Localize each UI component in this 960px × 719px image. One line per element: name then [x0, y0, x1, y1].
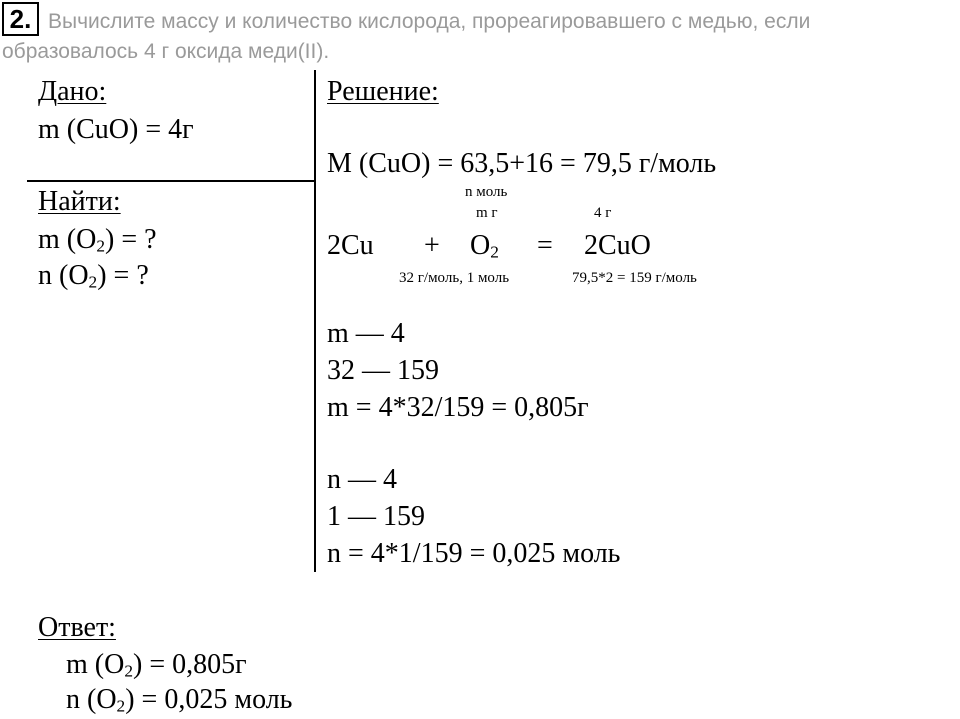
horizontal-divider — [27, 180, 315, 182]
solution-label: Решение: — [327, 76, 439, 107]
equation-o2: $O_2$ — [470, 230, 499, 262]
answer-label: Ответ: — [38, 612, 116, 643]
task-text-line-2: образовалось 4 г оксида меди(II). — [2, 40, 330, 63]
find-mass-o2: m $(O_2)$ = ? — [38, 224, 157, 256]
o2-annotation-n: n моль — [465, 184, 508, 200]
equation-plus: + — [424, 230, 440, 261]
given-label: Дано: — [38, 76, 107, 107]
find-label: Найти: — [38, 186, 121, 217]
equation-equals: = — [537, 230, 553, 261]
cuo-annotation-mass: 4 г — [594, 205, 612, 221]
amount-result: n = 4*1/159 = 0,025 моль — [327, 538, 621, 569]
answer-amount-o2: n $(O_2) = 0,025$ моль — [66, 684, 293, 716]
mass-result: m = 4*32/159 = 0,805г — [327, 392, 589, 423]
equation-cuo: 2CuO — [584, 230, 651, 261]
o2-annotation-below: 32 г/моль, 1 моль — [399, 270, 510, 286]
equation-cu: 2Cu — [327, 230, 374, 261]
given-mass-cuo: m (CuO) = 4г — [38, 114, 194, 145]
amount-proportion-line-2: 1 — 159 — [327, 501, 425, 532]
vertical-divider — [314, 70, 316, 572]
mass-proportion-line-2: 32 — 159 — [327, 355, 439, 386]
mass-proportion-line-1: m — 4 — [327, 318, 405, 349]
find-amount-o2: n $(O_2)$ = ? — [38, 260, 149, 292]
task-text-line-1: Вычислите массу и количество кислорода, прореагировавшего с медью, если — [48, 10, 811, 33]
amount-proportion-line-1: n — 4 — [327, 464, 397, 495]
cuo-annotation-below: 79,5*2 = 159 г/моль — [572, 270, 697, 286]
molar-mass-cuo: M (CuO) = 63,5+16 = 79,5 г/моль — [327, 148, 717, 179]
o2-annotation-m: m г — [476, 205, 498, 221]
answer-mass-o2: m $(O_2) = 0,805г$ — [66, 649, 247, 681]
task-number-box: 2. — [2, 2, 39, 36]
